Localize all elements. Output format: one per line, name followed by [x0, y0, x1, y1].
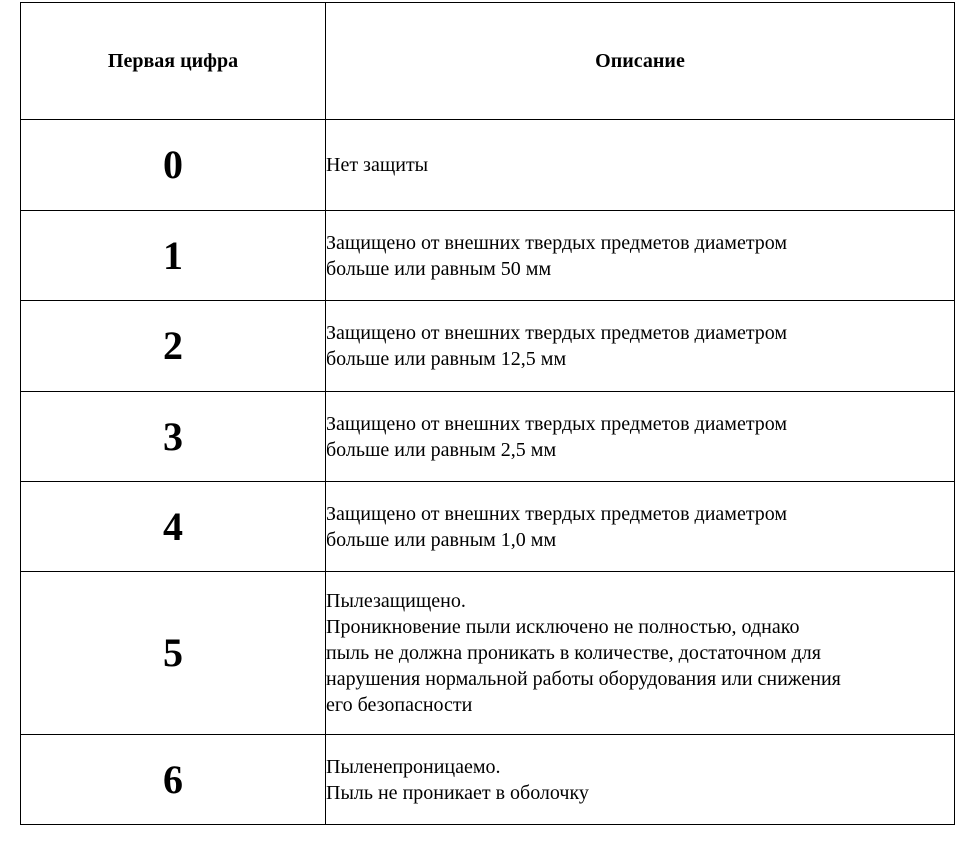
table-header-row: [21, 3, 955, 120]
description-cell: [326, 301, 955, 392]
digit-cell: 1: [21, 211, 326, 301]
table-row: [21, 572, 955, 735]
table-row: [21, 735, 955, 825]
description-line: Защищено от внешних твердых предметов диаметром: [326, 322, 788, 344]
description-cell: [326, 120, 955, 211]
table-row: [21, 120, 955, 211]
description-line: Защищено от внешних твердых предметов диаметром: [326, 231, 788, 254]
description-line: пыль не должна проникать в количестве, достаточном для: [326, 642, 821, 664]
ip-protection-table: [20, 2, 955, 825]
description-line: больше или равным 1,0 мм: [326, 528, 557, 551]
description-cell: [326, 211, 955, 301]
digit-cell: 4: [21, 482, 326, 572]
description-line: Нет защиты: [326, 154, 429, 176]
header-first-digit: Первая цифра: [21, 3, 326, 120]
header-description: Описание: [326, 3, 955, 120]
description-line: Проникновение пыли исключено не полностью, однако: [326, 616, 800, 638]
description-line: Пыленепроницаемо.: [326, 755, 501, 778]
digit-cell: 2: [21, 301, 326, 392]
description-cell: [326, 735, 955, 825]
digit-cell: 3: [21, 392, 326, 482]
description-line: Защищено от внешних твердых предметов диаметром: [326, 502, 788, 525]
description-cell: [326, 482, 955, 572]
description-cell: [326, 572, 955, 735]
description-line: его безопасности: [326, 694, 473, 716]
table-row: [21, 301, 955, 392]
description-line: нарушения нормальной работы оборудования или снижения: [326, 668, 841, 690]
description-cell: [326, 392, 955, 482]
digit-cell: 6: [21, 735, 326, 825]
table-row: [21, 482, 955, 572]
table-row: [21, 392, 955, 482]
description-line: Пыль не проникает в оболочку: [326, 781, 589, 804]
description-line: Защищено от внешних твердых предметов диаметром: [326, 412, 788, 435]
description-line: больше или равным 2,5 мм: [326, 438, 557, 461]
digit-cell: 5: [21, 572, 326, 735]
table-row: [21, 211, 955, 301]
description-line: больше или равным 50 мм: [326, 257, 552, 280]
description-line: больше или равным 12,5 мм: [326, 348, 567, 370]
description-line: Пылезащищено.: [326, 590, 466, 612]
digit-cell: 0: [21, 120, 326, 211]
